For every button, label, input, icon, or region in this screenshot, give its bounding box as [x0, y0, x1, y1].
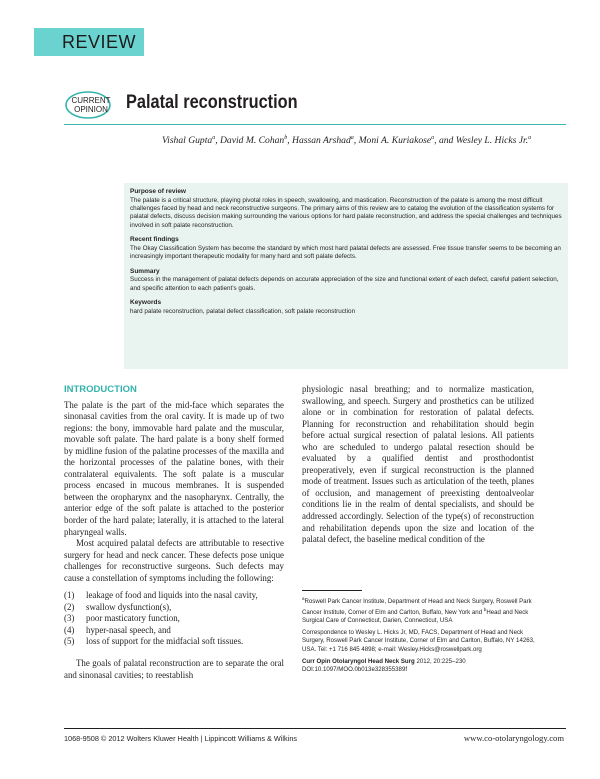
header-divider — [64, 124, 566, 125]
author-list: Vishal Gupta$^a$, David M. Cohan$^b$, Hassan Arshad$^a$, Moni A. Kuriakose$^a$, and Wesley L. Hicks Jr.$^a$ — [162, 135, 532, 147]
list-text: swallow dysfunction(s), — [86, 601, 172, 612]
body-paragraph: The goals of palatal reconstruction are to separate the oral and sinonasal cavities; to reestablish — [64, 658, 284, 680]
footnote-divider — [302, 590, 362, 591]
list-item — [64, 590, 284, 602]
affiliation-mark: a — [302, 596, 305, 601]
author-name: David M. Cohan — [220, 135, 285, 147]
keywords-text: hard palate reconstruction, palatal defect classification, soft palate reconstruction — [130, 307, 356, 315]
current-opinion-logo — [64, 90, 116, 120]
affiliation-mark: a — [528, 135, 532, 141]
body-paragraph: The palate is the part of the mid-face which separates the sinonasal cavities from the oral cavity. It is made up of two regions: the bony, immovable hard palate and the muscular, movable soft palate. The hard palate is a bony shelf formed by midline fusion of the palatine processes of the maxilla and the horizontal processes of the palatine bones, with their contralateral equivalents. The soft palate is a muscular process encased in mucous membranes. It is suspended between the oropharynx and the nasopharynx. Centrally, the anterior edge of the soft palate is attached to the posterior border of the hard palate; laterally, it is attached to the lateral pharyngeal walls. — [64, 399, 284, 537]
purpose-text: The palate is a critical structure, playing pivotal roles in speech, swallowing, and mastication. Reconstruction of the palate is among the most difficult challenges faced by head and neck reconstructive surgeons. The primary aims of this review are to catalog the evolution of the classification systems for palatal defects, discuss decision making surrounding the various options for hard palate reconstruction, and address the special challenges and techniques involved in soft palate reconstruction. — [130, 196, 562, 229]
footer-divider — [64, 728, 566, 729]
purpose-heading: Purpose of review — [130, 188, 186, 195]
body-column-right — [302, 384, 534, 546]
affiliation-mark: a — [431, 135, 435, 141]
section-label: REVIEW — [62, 32, 137, 52]
list-item — [64, 625, 284, 637]
affiliation-footnote — [302, 595, 536, 625]
list-text: hyper-nasal speech, and — [86, 624, 171, 635]
affiliation-mark: a — [350, 135, 354, 141]
keywords-heading: Keywords — [130, 299, 162, 307]
copyright-footer: 1068-9508 © 2012 Wolters Kluwer Health | Lippincott Williams & Wilkins — [64, 734, 298, 743]
list-number: (1) — [64, 590, 75, 601]
article-title: Palatal reconstruction — [126, 92, 298, 113]
journal-url[interactable]: www.co-otolaryngology.com — [463, 733, 564, 743]
doi: DOI:10.1097/MOO.0b013e328355389f — [302, 665, 408, 673]
journal-name: Curr Opin Otolaryngol Head Neck Surg — [302, 657, 415, 665]
affiliation-mark: b — [284, 135, 288, 141]
findings-text: The Okay Classification System has become the standard by which most hard palatal defects are assessed. Free tissue transfer seems to be becoming an increasingly important therapeutic modality for many hard and soft palate defects. — [130, 244, 561, 261]
logo-line2: OPINION — [74, 105, 108, 114]
author-name: Vishal Gupta — [162, 135, 213, 147]
list-item — [64, 636, 284, 648]
list-text: loss of support for the midfacial soft tissues. — [86, 636, 244, 647]
introduction-heading: INTRODUCTION — [64, 384, 137, 395]
symptom-list — [64, 590, 284, 648]
citation-line — [302, 658, 536, 666]
affiliation-b: Head and Neck Surgical Care of Connecticut, Darien, Connecticut, USA — [302, 609, 529, 625]
list-text: leakage of food and liquids into the nasal cavity, — [86, 590, 258, 601]
body-column-left — [64, 384, 284, 681]
author-name: Wesley L. Hicks Jr. — [455, 135, 529, 147]
section-tab — [34, 28, 144, 56]
body-paragraph: physiologic nasal breathing; and to normalize mastication, swallowing, and speech. Surgery and prosthetics can be utilized alone or in combination for restoration of palatal defects. Planning for reconstruction and rehabilitation should begin before actual surgical resection of palatal lesions. All patients who are scheduled to undergo palatal resection should be evaluated by a qualified dentist and prosthodontist preoperatively, even if surgical reconstruction is the planned mode of treatment. Issues such as articulation of the teeth, planes of occlusion, and management of preexisting dentoalveolar conditions lie in the realm of dental specialists, and should be addressed accordingly. Selection of the type(s) of reconstruction and rehabilitation depends upon the size and location of the palatal defect, the baseline medical condition of the — [302, 384, 534, 545]
list-number: (5) — [64, 636, 75, 647]
list-number: (3) — [64, 613, 75, 624]
affiliation-mark: b — [483, 607, 487, 613]
affiliation-a: Roswell Park Cancer Institute, Department of Head and Neck Surgery, Roswell Park Cancer Institute, Corner of Elm and Carlton, Buffalo, New York and — [302, 598, 532, 617]
citation: 2012, 20:225–230 — [416, 657, 466, 665]
footnotes — [302, 590, 536, 678]
list-number: (4) — [64, 624, 75, 635]
affiliation-mark: a — [212, 135, 216, 141]
list-item — [64, 602, 284, 614]
summary-heading: Summary — [130, 267, 160, 275]
author-name: Moni A. Kuriakose — [358, 135, 432, 147]
list-number: (2) — [64, 601, 75, 612]
abstract-box — [124, 183, 568, 369]
list-item — [64, 613, 284, 625]
author-name: Hassan Arshad — [292, 135, 351, 147]
body-paragraph: Most acquired palatal defects are attributable to resective surgery for head and neck cancer. These defects pose unique challenges for reconstructive surgeons. Such defects may cause a constellation of symptoms including the following: — [64, 538, 284, 583]
summary-text: Success in the management of palatal defects depends on accurate appreciation of the size and functional extent of each defect, careful patient selection, and specific attention to each patient’s goals. — [130, 276, 559, 292]
correspondence: Correspondence to Wesley L. Hicks Jr, MD, FACS, Department of Head and Neck Surgery, Roswell Park Cancer Institute, Corner of Elm and Carlton, Buffalo, NY 14263, USA. Tel: +1 716 845 4898; e-mail: Wesley.Hicks@roswellpark.org — [302, 629, 535, 653]
list-text: poor masticatory function, — [86, 613, 180, 624]
logo-line1: CURRENT — [71, 96, 111, 105]
author-conjunction: and — [438, 135, 454, 147]
findings-heading: Recent findings — [130, 236, 179, 244]
